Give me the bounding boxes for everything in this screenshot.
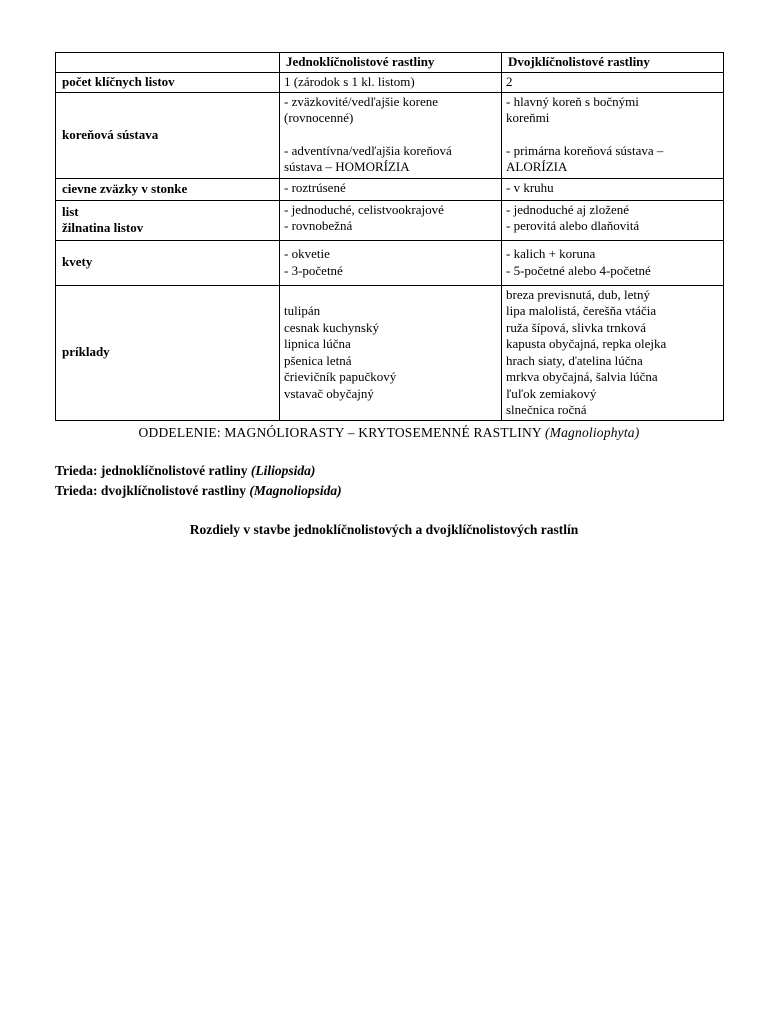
- cell-line: cesnak kuchynský: [284, 319, 379, 335]
- cell-dicot-cotyledons: 2: [502, 72, 724, 92]
- class-monocots: [55, 463, 315, 479]
- cell-line: kapusta obyčajná, repka olejka: [506, 336, 667, 351]
- cell-line: lipa malolistá, čerešňa vtáčia: [506, 303, 657, 318]
- table-row: [56, 200, 724, 240]
- cell-line: breza previsnutá, dub, letný: [506, 286, 651, 302]
- cell-line: - 3-početné: [284, 262, 343, 278]
- differences-heading: Rozdiely v stavbe jednoklíčnolistových a dvojklíčnolistových rastlín: [189, 522, 579, 537]
- cell-line: - primárna koreňová sústava –: [506, 142, 664, 158]
- cell-line: sústava – HOMORÍZIA: [284, 159, 410, 174]
- row-label-flowers: kvety: [56, 240, 280, 285]
- row-label-examples: príklady: [56, 285, 280, 420]
- division-title-text: ODDELENIE: MAGNÓLIORASTY – KRYTOSEMENNÉ RASTLINY: [138, 425, 542, 440]
- cell-line: ruža šípová, slivka trnková: [506, 319, 647, 335]
- cell-line: - jednoduché aj zložené: [506, 201, 630, 217]
- row-label-cotyledons: počet klíčnych listov: [56, 72, 280, 92]
- row-label-vascular-bundles: cievne zväzky v stonke: [56, 178, 280, 200]
- table-row: [56, 72, 724, 92]
- cell-line: - kalich + koruna: [506, 246, 596, 261]
- cell-line: tulipán: [284, 303, 321, 318]
- table-row: [56, 178, 724, 200]
- cell-line: ALORÍZIA: [506, 159, 568, 174]
- cell-line: hrach siaty, ďatelina lúčna: [506, 352, 643, 368]
- header-empty-cell: [56, 53, 280, 73]
- cell-mono-leaf: [280, 200, 502, 240]
- class-monocots-latin: (Liliopsida): [250, 463, 316, 478]
- row-label-line: žilnatina listov: [62, 220, 144, 235]
- row-label-line: list: [62, 203, 79, 219]
- cell-line: - okvetie: [284, 246, 330, 261]
- table-row: [56, 285, 724, 420]
- row-label-leaf: [56, 200, 280, 240]
- table-header-row: [56, 53, 724, 73]
- cell-dicot-flowers: [502, 240, 724, 285]
- row-label-root-system: koreňová sústava: [56, 92, 280, 178]
- cell-mono-vascular-bundles: - roztrúsené: [280, 178, 502, 200]
- division-title: [55, 425, 723, 441]
- table-row: [56, 92, 724, 178]
- cell-line: lipnica lúčna: [284, 336, 351, 351]
- cell-mono-cotyledons: 1 (zárodok s 1 kl. listom): [280, 72, 502, 92]
- cell-line: - jednoduché, celistvookrajové: [284, 201, 444, 217]
- cell-mono-examples: [280, 285, 502, 420]
- division-title-latin: (Magnoliophyta): [544, 425, 640, 440]
- cell-line: slnečnica ročná: [506, 402, 587, 417]
- cell-dicot-vascular-bundles: - v kruhu: [502, 178, 724, 200]
- cell-line: - perovitá alebo dlaňovitá: [506, 218, 640, 233]
- cell-line: koreňmi: [506, 110, 550, 125]
- cell-line: - hlavný koreň s bočnými: [506, 93, 639, 109]
- class-dicots-text: Trieda: dvojklíčnolistové rastliny: [55, 483, 246, 498]
- cell-line: - zväzkovité/vedľajšie korene: [284, 93, 438, 109]
- cell-line: (rovnocenné): [284, 110, 354, 125]
- class-monocots-text: Trieda: jednoklíčnolistové ratliny: [55, 463, 248, 478]
- class-dicots: [55, 483, 342, 499]
- cell-line: vstavač obyčajný: [284, 385, 374, 401]
- header-dicots: Dvojklíčnolistové rastliny: [502, 53, 724, 73]
- cell-dicot-leaf: [502, 200, 724, 240]
- cell-dicot-root-system: [502, 92, 724, 178]
- class-dicots-latin: (Magnoliopsida): [249, 483, 342, 498]
- cell-line: - rovnobežná: [284, 218, 353, 233]
- cell-line: pšenica letná: [284, 352, 352, 368]
- header-monocots: Jednoklíčnolistové rastliny: [280, 53, 502, 73]
- table-row: [56, 240, 724, 285]
- comparison-table: [55, 52, 724, 421]
- cell-line: ľuľok zemiakový: [506, 385, 597, 401]
- cell-dicot-examples: [502, 285, 724, 420]
- cell-line: črievičník papučkový: [284, 369, 397, 384]
- cell-line: mrkva obyčajná, šalvia lúčna: [506, 369, 658, 384]
- cell-line: - adventívna/vedľajšia koreňová: [284, 142, 452, 158]
- cell-mono-root-system: [280, 92, 502, 178]
- cell-mono-flowers: [280, 240, 502, 285]
- cell-line: - 5-početné alebo 4-početné: [506, 262, 651, 278]
